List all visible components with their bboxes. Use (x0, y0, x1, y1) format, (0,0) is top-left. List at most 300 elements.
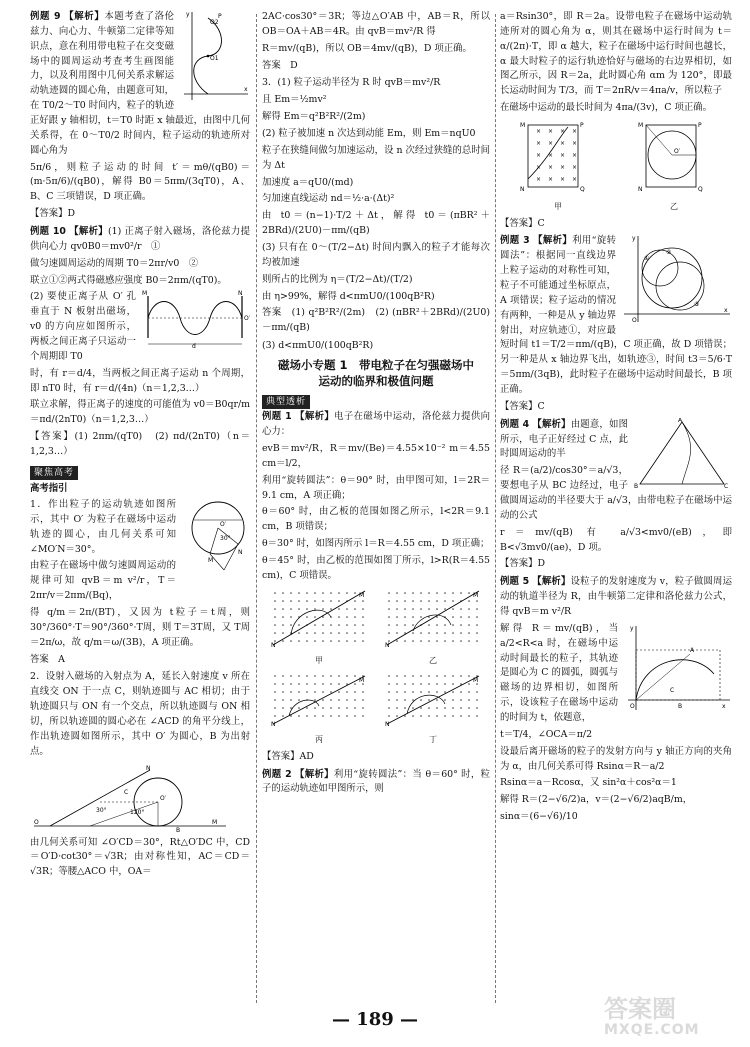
field-dot (346, 683, 348, 685)
field-dot (290, 691, 292, 693)
svg-text:N: N (638, 186, 643, 194)
field-dot (338, 699, 340, 701)
svg-text:O2: O2 (210, 19, 219, 26)
field-dot (444, 592, 446, 594)
svg-text:N: N (520, 186, 525, 194)
c2-answer-1: 答案 D (262, 59, 298, 71)
banner-focus-exam: 聚焦高考 (30, 466, 78, 480)
field-dot (346, 624, 348, 626)
svg-text:y: y (630, 624, 634, 632)
svg-text:M: M (473, 591, 479, 599)
field-dot (306, 715, 308, 717)
field-dot (476, 600, 478, 602)
field-dot (396, 600, 398, 602)
field-dot (338, 715, 340, 717)
field-dot (420, 691, 422, 693)
ex1-text-2: evB＝mv²/R，R＝mv/(Be)＝4.55×10⁻² m＝4.55 cm＝l/2， (262, 443, 490, 469)
field-dot (306, 691, 308, 693)
field-dot (298, 683, 300, 685)
field-dot (468, 632, 470, 634)
field-dot (412, 616, 414, 618)
field-dot (396, 707, 398, 709)
field-dot (338, 608, 340, 610)
field-dot (362, 624, 364, 626)
field-dot (428, 675, 430, 677)
ex9-text-2: 5π/6，则粒子运动的时间 t′＝mθ/(qB0)＝(m·5π/6)/(qB0)，解得 B0＝5πm/(3qT0)，A、B、C 三项错误，D 项正确。 (30, 161, 250, 203)
svg-text:M: M (473, 677, 479, 685)
field-dot (362, 707, 364, 709)
field-dot (428, 632, 430, 634)
svg-text:O′: O′ (674, 148, 681, 156)
figure-guide2-tangent-circle (30, 762, 230, 836)
field-dot (396, 632, 398, 634)
field-dot (330, 640, 332, 642)
field-dot (282, 715, 284, 717)
field-dot (298, 600, 300, 602)
figure-ding-svg (383, 670, 483, 728)
field-dot (444, 624, 446, 626)
ex10-label: 例题 10 (30, 226, 66, 238)
field-dot (274, 632, 276, 634)
field-dot (306, 675, 308, 677)
svg-text:N: N (238, 549, 243, 556)
field-dot (354, 707, 356, 709)
field-dot (452, 675, 454, 677)
field-dot (436, 707, 438, 709)
ex1-figure-bing (269, 670, 369, 746)
field-dot (420, 683, 422, 685)
field-cross: × (572, 140, 578, 148)
q3-text-11: 由 η>99%，解得 d<πmU0/(100qB²R) (262, 290, 435, 302)
svg-text:M: M (638, 122, 644, 130)
field-dot (322, 608, 324, 610)
svg-text:B: B (634, 482, 639, 490)
crosses-jia (536, 128, 577, 183)
section-title-line-1: 磁场小专题 1 带电粒子在匀强磁场中 (277, 358, 474, 373)
field-dot (460, 608, 462, 610)
figure-guide1-circle (180, 498, 250, 574)
q3-text-9: (3) 只有在 0～(T/2−Δt) 时间内飘入的粒子才能每次均被加速 (262, 242, 490, 268)
field-dot (282, 699, 284, 701)
field-dot (388, 675, 390, 677)
svg-text:O1: O1 (210, 55, 219, 62)
field-cross: × (560, 140, 566, 148)
field-dot (476, 616, 478, 618)
field-dot (444, 691, 446, 693)
field-dot (436, 675, 438, 677)
field-dot (330, 608, 332, 610)
field-dot (436, 632, 438, 634)
svg-text:M: M (359, 677, 365, 685)
watermark-line-2: MXQE.COM (604, 1022, 700, 1038)
field-dot (436, 608, 438, 610)
field-dot (322, 683, 324, 685)
field-dot (274, 608, 276, 610)
field-dot (468, 592, 470, 594)
field-dot (476, 699, 478, 701)
ex4-answer: 【答案】D (500, 558, 546, 570)
svg-text:x: x (724, 307, 728, 315)
field-dot (298, 608, 300, 610)
field-dot (314, 592, 316, 594)
ex9-answer: 【答案】D (30, 208, 76, 220)
field-dot (452, 691, 454, 693)
field-dot (314, 691, 316, 693)
field-dot (396, 675, 398, 677)
figure-ex3-rotating-circles (620, 234, 732, 326)
field-dot (460, 715, 462, 717)
field-dot (354, 616, 356, 618)
field-dot (298, 707, 300, 709)
field-dot (412, 715, 414, 717)
field-dot (460, 616, 462, 618)
field-cross: × (572, 176, 578, 184)
svg-text:N: N (146, 764, 151, 772)
field-dot (282, 707, 284, 709)
ex10-tag: 【解析】 (69, 226, 108, 238)
field-dot (404, 608, 406, 610)
field-dot (346, 632, 348, 634)
field-dot (388, 683, 390, 685)
field-dot (388, 715, 390, 717)
field-cross: × (536, 140, 542, 148)
field-dot (412, 632, 414, 634)
field-dot (354, 624, 356, 626)
fig-label-bing: 丙 (315, 735, 323, 745)
field-dot (338, 707, 340, 709)
field-dot (396, 624, 398, 626)
field-dot (404, 715, 406, 717)
ex5-text-4: 设最后离开磁场的粒子的发射方向与 y 轴正方向的夹角为 α，由几何关系可得 Rsinα＝R－a/2 (500, 745, 732, 772)
field-dot (274, 592, 276, 594)
figure-jia-svg (269, 587, 369, 649)
svg-text:P: P (218, 13, 222, 20)
field-dot (420, 608, 422, 610)
field-cross: × (536, 128, 542, 136)
field-dot (298, 691, 300, 693)
q3-answer-2: (3) d<πmU0/(100qB²R) (262, 340, 374, 352)
field-dot (452, 683, 454, 685)
field-dot (338, 616, 340, 618)
field-dot (314, 600, 316, 602)
field-dot (346, 592, 348, 594)
ex1-figure-ding (383, 670, 483, 746)
field-dot (452, 640, 454, 642)
fig-label-jia: 甲 (315, 655, 323, 665)
field-dot (388, 592, 390, 594)
field-dot (354, 600, 356, 602)
field-dot (346, 707, 348, 709)
q3-text-3: 解得 Em＝q²B²R²/(2m) (262, 111, 366, 123)
svg-text:x: x (722, 702, 726, 710)
field-dot (298, 699, 300, 701)
field-dot (444, 683, 446, 685)
field-dot (330, 683, 332, 685)
ex2-figure-jia (518, 119, 598, 213)
field-dot (346, 691, 348, 693)
field-dot (404, 632, 406, 634)
field-dot (322, 632, 324, 634)
svg-text:O: O (630, 702, 635, 710)
field-dot (396, 616, 398, 618)
exam-guide-title: 高考指引 (30, 483, 68, 495)
field-dot (298, 632, 300, 634)
field-dot (290, 699, 292, 701)
ex1-text-4: θ＝60° 时，由乙板的范围如图乙所示，l<2R＝9.1 cm，B 项错误； (262, 506, 490, 533)
field-dot (314, 616, 316, 618)
field-dot (396, 640, 398, 642)
field-dot (282, 675, 284, 677)
field-dot (282, 624, 284, 626)
field-dot (460, 624, 462, 626)
ex10-text-1: (1) 正离子射入磁场，洛伦兹力提供向心力 qv0B0＝mv0²/r ① (30, 226, 250, 252)
q3-text-7: 匀加速直线运动 nd＝½·a·(Δt)² (262, 193, 395, 205)
field-dot (306, 632, 308, 634)
field-dot (322, 675, 324, 677)
field-dot (298, 675, 300, 677)
svg-text:C: C (724, 482, 729, 490)
figure-ex10-plates (140, 290, 250, 350)
q3-text-10: 则所占的比例为 η＝(T/2−Δt)/(T/2) (262, 273, 413, 285)
field-dot (274, 715, 276, 717)
field-dot (468, 640, 470, 642)
q3-answer-1: 答案 (1) q²B²R²/(2m) (2) (πBR²＋2BRd)/(2U0)－πm/(qB) (262, 307, 490, 334)
svg-text:②: ② (666, 249, 672, 257)
svg-text:120°: 120° (130, 808, 145, 816)
ex2-text-1: 利用“旋转圆法”：当 θ＝60° 时，粒子的运动轨迹如甲图所示，则 (262, 768, 490, 795)
field-dot (314, 675, 316, 677)
column-right (500, 10, 732, 827)
ex1-text-3: 利用“旋转圆法”：θ＝90° 时，由甲图可知，l＝2R＝9.1 cm，A 项正确； (262, 474, 490, 501)
field-dot (388, 616, 390, 618)
field-dot (274, 616, 276, 618)
svg-text:N: N (385, 721, 390, 729)
ex1-answer: 【答案】AD (262, 750, 314, 762)
field-dot (282, 683, 284, 685)
field-dot (412, 640, 414, 642)
field-dot (282, 592, 284, 594)
field-dot (282, 608, 284, 610)
field-dot (428, 707, 430, 709)
page-number: — 189 — (331, 1009, 419, 1030)
field-dot (322, 640, 324, 642)
svg-text:C: C (670, 686, 675, 694)
field-dot (436, 600, 438, 602)
ex5-label: 例题 5 (500, 576, 530, 588)
field-dot (436, 715, 438, 717)
field-dot (404, 691, 406, 693)
svg-text:O′: O′ (220, 521, 227, 528)
field-dot (362, 640, 364, 642)
column-middle (262, 10, 490, 799)
ex10-text-5: 时，有 r＝d/4，当两板之间正离子运动 n 个周期，即 nT0 时，有 r＝d/(4n)（n＝1,2,3…） (30, 367, 250, 394)
field-dot (346, 608, 348, 610)
field-dot (404, 640, 406, 642)
field-dot (412, 608, 414, 610)
field-dot (428, 592, 430, 594)
svg-text:x: x (244, 86, 248, 93)
field-dot (298, 592, 300, 594)
field-dot (388, 624, 390, 626)
ex3-answer: 【答案】C (500, 400, 545, 412)
svg-text:A: A (678, 417, 683, 424)
field-dot (322, 707, 324, 709)
field-dot (354, 675, 356, 677)
field-dot (314, 699, 316, 701)
svg-text:y: y (186, 11, 190, 18)
field-dot (274, 691, 276, 693)
field-dot (460, 675, 462, 677)
field-dot (346, 675, 348, 677)
field-dot (420, 715, 422, 717)
field-dot (436, 699, 438, 701)
field-dot (306, 592, 308, 594)
field-dot (346, 616, 348, 618)
ex5-text-1: 设粒子的发射速度为 v，粒子做圆周运动的轨道半径为 R，由牛顿第二定律和洛伦兹力公式，得 qvB＝m v²/R (500, 576, 732, 617)
field-dot (354, 683, 356, 685)
field-dot (290, 608, 292, 610)
field-dot (468, 691, 470, 693)
column-divider-2 (495, 14, 496, 1003)
field-dot (420, 616, 422, 618)
field-dot (362, 715, 364, 717)
field-dot (452, 699, 454, 701)
c3-text-1: a＝Rsin30°，即 R＝2a。设带电粒子在磁场中运动轨迹所对的圆心角为 α，则其在磁场中运行时间为 t＝α/(2π)·T，即 α 越大，粒子在磁场中运行时间也越长，α 最大时粒子的运行轨迹恰好与磁场的右边界相切，如图乙所示，因 R＝2a，此时圆心角 αm 为 120°，即最长运动时间为 T/3，而 T＝2πR/v＝4πa/v，所以粒子 (500, 11, 732, 97)
field-dot (290, 675, 292, 677)
field-dot (290, 715, 292, 717)
field-dot (354, 592, 356, 594)
ex9-label: 例题 9 (30, 11, 61, 22)
q3-text-5: 粒子在狭缝间做匀加速运动，设 n 次经过狭缝的总时间为 Δt (262, 144, 490, 171)
field-dot (436, 592, 438, 594)
svg-text:30°: 30° (220, 535, 231, 542)
field-dot (468, 699, 470, 701)
field-dot (306, 683, 308, 685)
field-dot (396, 699, 398, 701)
c3-text-2: 在磁场中运动的最长时间为 4πa/(3v)，C 项正确。 (500, 102, 712, 114)
ex4-text-2: 径 R＝(a/2)/cos30°＝a/√3，要想电子从 BC 边经过，电子做圆周运动的半径要大于 a/√3，由带电粒子在磁场中运动的公式 (500, 465, 732, 521)
field-dot (404, 624, 406, 626)
ex1-jx: 【解析】 (295, 411, 335, 423)
field-dot (460, 632, 462, 634)
field-dot (322, 715, 324, 717)
figure-ex5-quarter-arc (622, 622, 732, 712)
field-dot (404, 699, 406, 701)
field-dot (354, 640, 356, 642)
field-dot (338, 675, 340, 677)
field-dot (396, 592, 398, 594)
svg-text:C: C (124, 788, 129, 796)
field-dot (468, 715, 470, 717)
field-dot (322, 592, 324, 594)
field-dot (476, 640, 478, 642)
ex10-text-2: 做匀速圆周运动的周期 T0＝2πr/v0 ② (30, 257, 199, 269)
ex1-figure-yi (383, 587, 483, 667)
q3-text-4: (2) 粒子被加速 n 次达到动能 Em，则 Em＝nqU0 (262, 128, 476, 140)
field-dot (452, 592, 454, 594)
field-dot (428, 624, 430, 626)
field-dot (460, 640, 462, 642)
section-title-line-2: 运动的临界和极值问题 (318, 373, 434, 388)
field-cross: × (548, 140, 554, 148)
field-dot (420, 632, 422, 634)
field-dot (306, 616, 308, 618)
field-cross: × (560, 164, 566, 172)
guide1-text-3: 得 q/m＝2π/(BT)，又因为 t粒子＝t周，则 30°/360°·T＝90°/360°·T周，则 T＝3T周，又 T周＝2π/ω，故 q/m＝ω/(3B)，A 项正确。 (30, 607, 250, 648)
q3-text-2: 且 Em＝½mv² (262, 94, 327, 106)
figure-yi-svg (383, 587, 483, 649)
field-dot (404, 592, 406, 594)
field-dot (420, 707, 422, 709)
field-dot (330, 624, 332, 626)
field-dot (314, 715, 316, 717)
field-dot (330, 715, 332, 717)
field-dot (330, 691, 332, 693)
field-dot (330, 600, 332, 602)
field-dot (306, 707, 308, 709)
field-dot (322, 624, 324, 626)
field-dot (476, 608, 478, 610)
ex3-jx: 【解析】 (533, 235, 573, 247)
field-cross: × (572, 164, 578, 172)
field-dot (290, 640, 292, 642)
field-dot (274, 683, 276, 685)
field-cross: × (536, 176, 542, 184)
svg-text:M: M (212, 818, 218, 826)
q3-text-1: 3．(1) 粒子运动半径为 R 时 qvB＝mv²/R (262, 77, 441, 89)
ex10-text-3: 联立①②两式得磁感应强度 B0＝2πm/(qT0)。 (30, 274, 227, 286)
field-dot (354, 691, 356, 693)
q3-text-8: 由 t0＝(n−1)·T/2＋Δt，解得 t0＝(πBR²＋2BRd)/(2U0)－πm/(qB) (262, 210, 490, 237)
figure-ex2-yi-svg (634, 119, 714, 195)
svg-text:P: P (698, 122, 702, 130)
field-dot (428, 691, 430, 693)
field-dot (282, 691, 284, 693)
field-dot (476, 691, 478, 693)
field-dot (412, 683, 414, 685)
field-dot (338, 691, 340, 693)
field-dot (290, 600, 292, 602)
ex1-text-1: 电子在磁场中运动，洛伦兹力提供向心力： (262, 411, 490, 438)
field-dot (282, 600, 284, 602)
field-cross: × (572, 152, 578, 160)
field-dot (306, 600, 308, 602)
field-dot (314, 624, 316, 626)
field-dot (274, 600, 276, 602)
field-dot (396, 608, 398, 610)
field-dot (436, 640, 438, 642)
svg-text:P: P (580, 122, 584, 130)
field-dot (362, 608, 364, 610)
field-dot (476, 632, 478, 634)
field-dot (396, 683, 398, 685)
field-dot (290, 616, 292, 618)
field-dot (468, 707, 470, 709)
ex3-text-1: 利用“旋转圆法”：根据同一直线边界上粒子运动的对称性可知，粒子不可能通过坐标原点，A 项错误；粒子运动的情况有两种，一种是从 y 轴边界射出，对应轨迹①，对应最短时间 t1＝T/2＝πm/(qB)，C 项正确，故 D 项错误；另一种是从 x 轴边界飞出，如轨迹③，时间 t3＝5/6·T＝5πm/(3qB)，此时粒子在磁场中运动时间最长，B 项正确。 (500, 235, 732, 395)
field-dot (314, 707, 316, 709)
field-dot (362, 699, 364, 701)
ex9-tag: 【解析】 (64, 11, 105, 22)
field-dot (428, 715, 430, 717)
field-dot (354, 632, 356, 634)
field-dot (460, 691, 462, 693)
ex5-jx: 【解析】 (532, 576, 571, 588)
svg-text:N: N (238, 290, 243, 298)
field-dot (412, 699, 414, 701)
ex10-answer: 【答案】(1) 2πm/(qT0) (2) πd/(2nT0)（n＝1,2,3…） (30, 431, 250, 458)
field-dot (444, 699, 446, 701)
fig-label-yi: 乙 (429, 655, 437, 665)
